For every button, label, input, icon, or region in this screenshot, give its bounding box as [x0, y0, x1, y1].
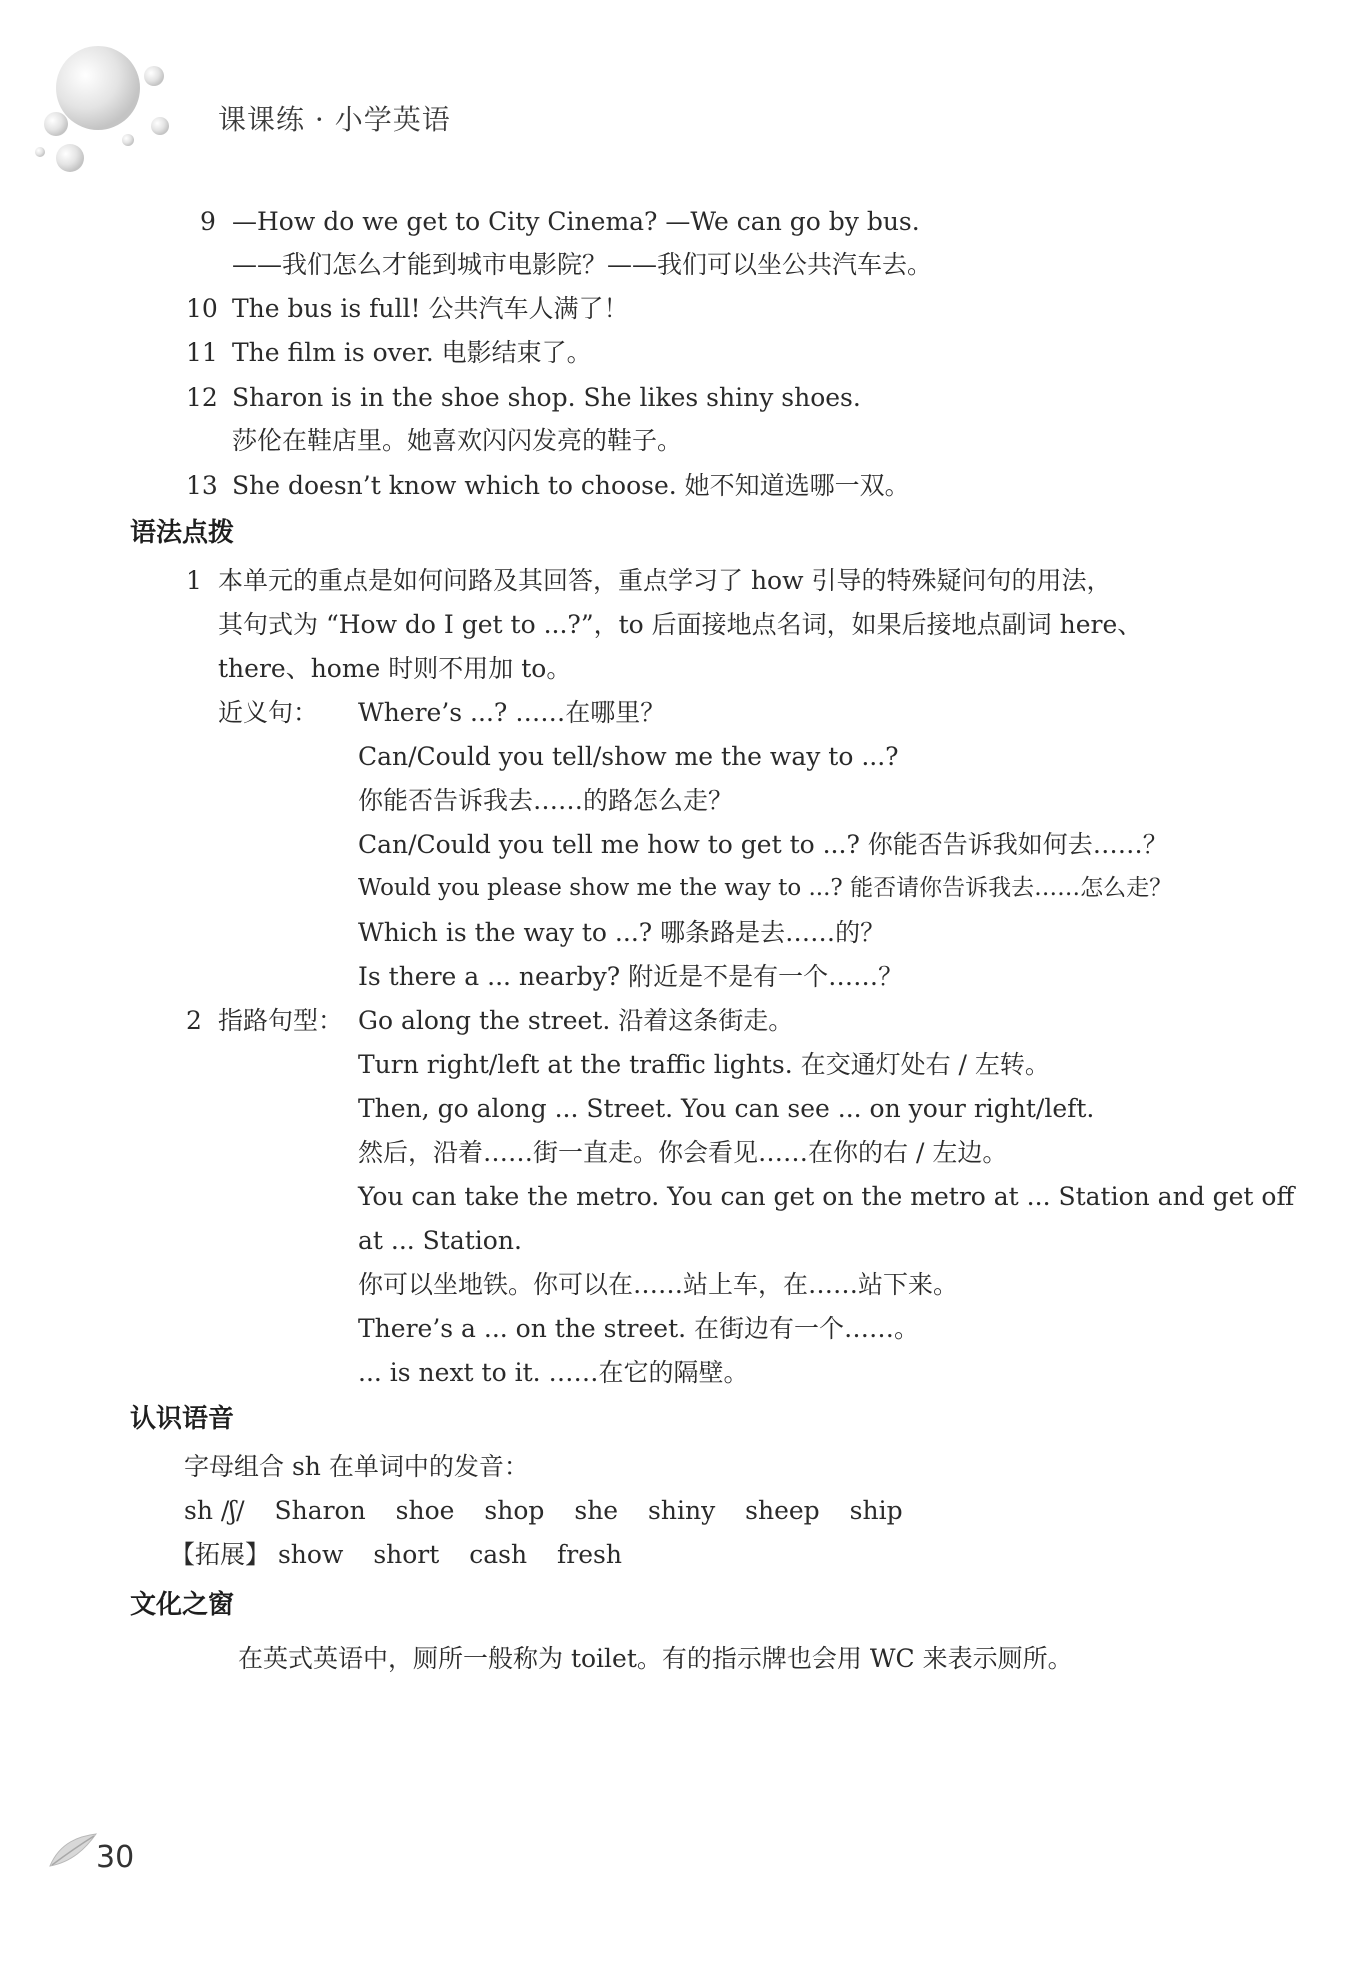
phonics-word: shiny	[648, 1496, 716, 1525]
culture-heading: 文化之窗	[130, 1590, 235, 1620]
direction-sentence: 你可以坐地铁。你可以在……站上车，在……站下来。	[358, 1270, 959, 1299]
direction-sentence: ... is next to it. ……在它的隔壁。	[358, 1358, 749, 1387]
grammar-point-number: 2	[186, 1006, 202, 1035]
direction-sentence: Go along the street. 沿着这条街走。	[358, 1006, 794, 1035]
phonics-heading: 认识语音	[130, 1404, 235, 1434]
extend-label: 【拓展】	[170, 1540, 271, 1569]
sentence-text: The bus is full! 公共汽车人满了！	[232, 294, 629, 323]
direction-sentence: at ... Station.	[358, 1226, 522, 1255]
sentence-translation: 莎伦在鞋店里。她喜欢闪闪发亮的鞋子。	[232, 426, 683, 455]
page-number: 30	[96, 1840, 135, 1875]
similar-sentence: Can/Could you tell/show me the way to ...?	[358, 742, 899, 771]
phonics-extend-row	[170, 1542, 644, 1567]
similar-sentence: Is there a ... nearby? 附近是不是有一个……？	[358, 962, 904, 991]
direction-sentence: You can take the metro. You can get on the metro at ... Station and get off	[358, 1182, 1295, 1211]
grammar-text: 其句式为 “How do I get to ...?”，to 后面接地点名词，如果后接地点副词 here、	[218, 610, 1143, 639]
direction-sentence: There’s a ... on the street. 在街边有一个……。	[358, 1314, 920, 1343]
sentence-text: Sharon is in the shoe shop. She likes shiny shoes.	[232, 383, 861, 412]
sentence-text: The film is over. 电影结束了。	[232, 338, 592, 367]
bubbles-decoration-icon	[30, 40, 190, 180]
sentence-number: 9	[200, 207, 216, 236]
similar-sentences-label: 近义句：	[218, 698, 319, 727]
phonics-intro: 字母组合 sh 在单词中的发音：	[184, 1452, 529, 1481]
sentence-number: 12	[186, 383, 218, 412]
grammar-heading: 语法点拨	[130, 518, 235, 548]
phonics-word: Sharon	[274, 1496, 366, 1525]
leaf-decoration-icon	[46, 1832, 98, 1872]
phonics-word: shop	[484, 1496, 545, 1525]
similar-sentence: Where’s ...? ……在哪里？	[358, 698, 666, 727]
phonics-word: ship	[849, 1496, 903, 1525]
direction-sentence: 然后，沿着……街一直走。你会看见……在你的右 / 左边。	[358, 1138, 1008, 1167]
sentence-number: 13	[186, 471, 218, 500]
sentence-text: She doesn’t know which to choose. 她不知道选哪一双。	[232, 471, 910, 500]
sentence-number: 11	[186, 338, 218, 367]
similar-sentence: Would you please show me the way to ...? 能否请你告诉我去……怎么走？	[358, 875, 1173, 901]
grammar-text: there、home 时则不用加 to。	[218, 654, 572, 683]
phonics-words-row	[184, 1498, 925, 1523]
phonics-word: she	[574, 1496, 619, 1525]
phonics-sound: sh /ʃ/	[184, 1496, 245, 1525]
extend-word: fresh	[557, 1540, 622, 1569]
sentence-translation: ——我们怎么才能到城市电影院？——我们可以坐公共汽车去。	[232, 250, 933, 279]
header-title: 课课练 · 小学英语	[218, 103, 451, 136]
culture-text: 在英式英语中，厕所一般称为 toilet。有的指示牌也会用 WC 来表示厕所。	[238, 1644, 1073, 1673]
phonics-word: sheep	[745, 1496, 820, 1525]
similar-sentence: Can/Could you tell me how to get to ...? 你能否告诉我如何去……？	[358, 830, 1168, 859]
extend-word: short	[373, 1540, 440, 1569]
direction-patterns-label: 指路句型：	[218, 1006, 344, 1035]
grammar-text: 本单元的重点是如何问路及其回答，重点学习了 how 引导的特殊疑问句的用法，	[218, 566, 1112, 595]
extend-word: cash	[469, 1540, 528, 1569]
sentence-number: 10	[186, 294, 218, 323]
similar-sentence: Which is the way to ...? 哪条路是去……的？	[358, 918, 886, 947]
grammar-point-number: 1	[186, 566, 202, 595]
direction-sentence: Then, go along ... Street. You can see ... on your right/left.	[358, 1094, 1095, 1123]
phonics-word: shoe	[395, 1496, 455, 1525]
similar-sentence: 你能否告诉我去……的路怎么走？	[358, 786, 734, 815]
sentence-text: —How do we get to City Cinema? —We can go by bus.	[232, 207, 920, 236]
direction-sentence: Turn right/left at the traffic lights. 在交通灯处右 / 左转。	[358, 1050, 1050, 1079]
extend-word: show	[277, 1540, 344, 1569]
